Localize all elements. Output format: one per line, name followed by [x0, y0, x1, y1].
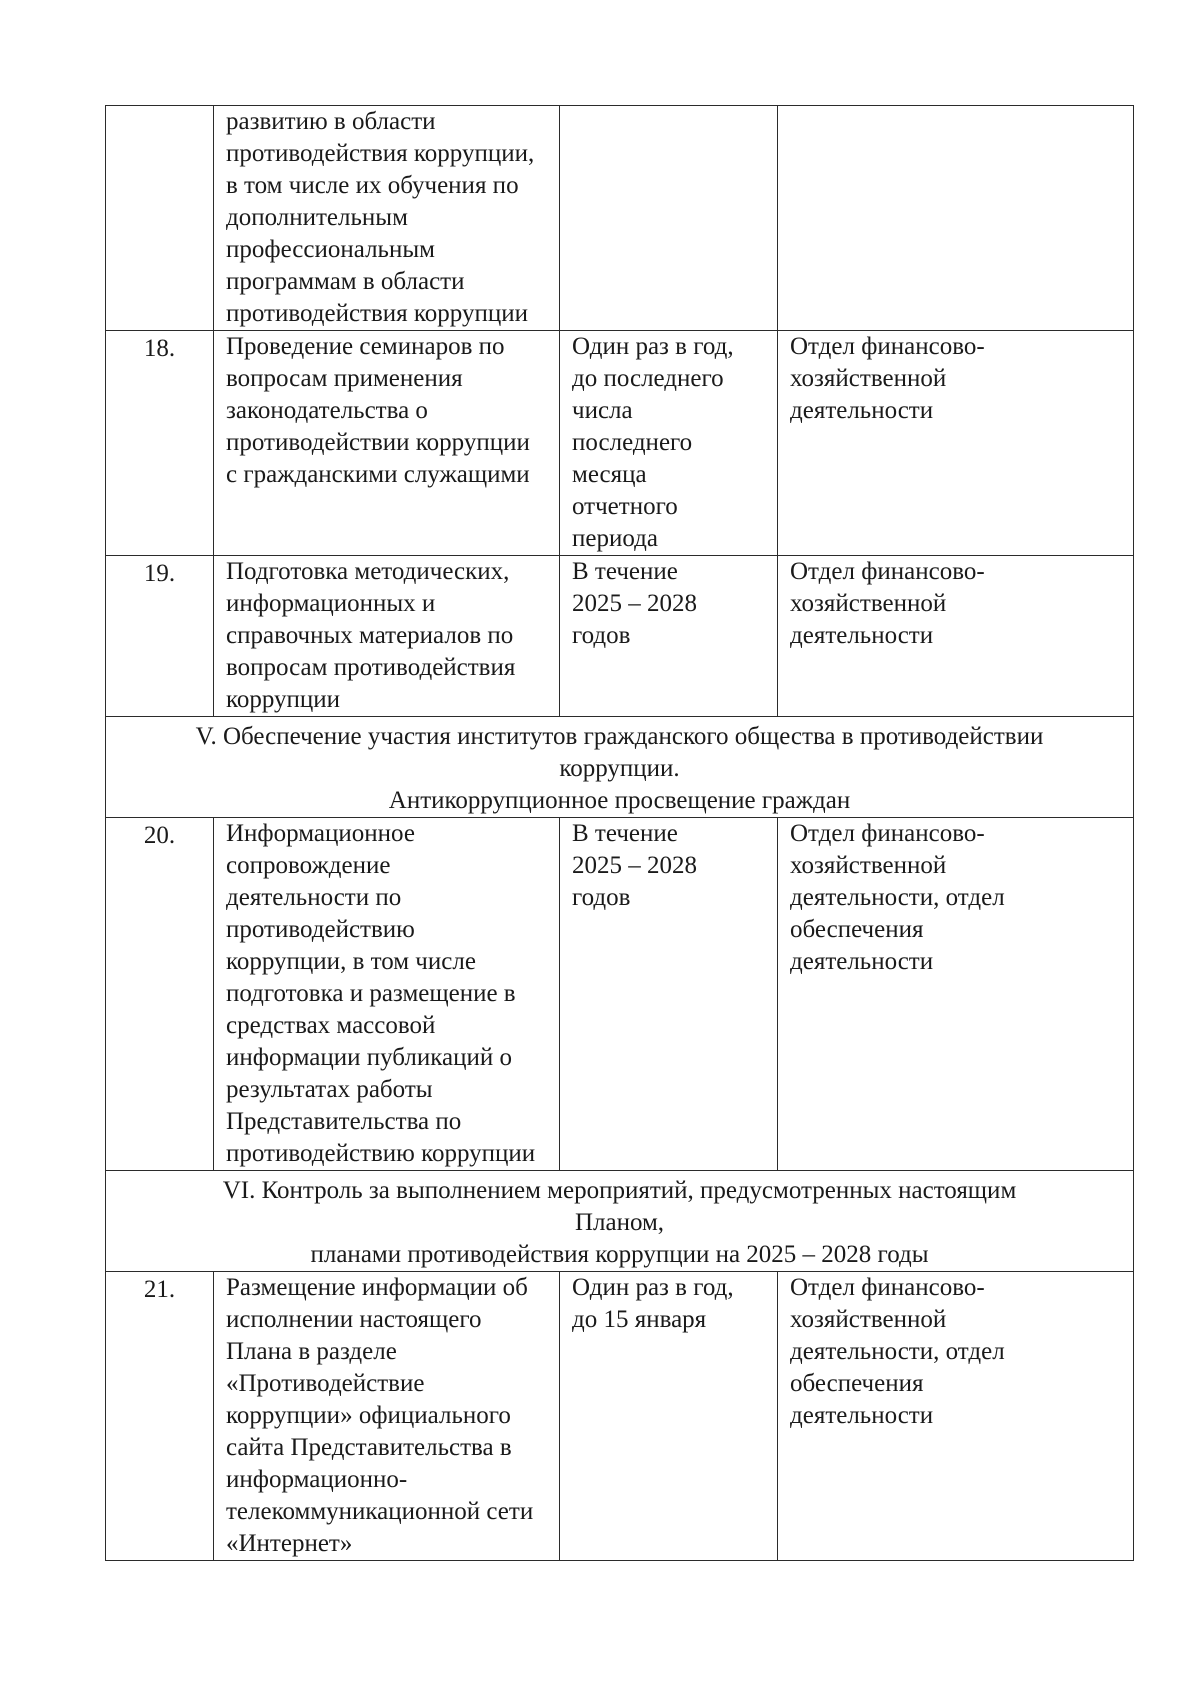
deadline-cell: [560, 106, 778, 331]
responsible-cell: [778, 1272, 1134, 1561]
deadline-text: В течение 2025 – 2028 годов: [572, 558, 697, 649]
row-number-cell: [106, 106, 214, 331]
deadline-cell: [560, 556, 778, 717]
activity-cell: [214, 1272, 560, 1561]
table-row-21: [106, 1272, 1134, 1561]
row-number: 20.: [143, 822, 176, 849]
section-title-line: Планом,: [574, 1209, 665, 1236]
responsible-text: Отдел финансово- хозяйственной деятельности: [790, 333, 985, 424]
activity-text: Проведение семинаров по вопросам применения законодательства о противодействии коррупции с гражданскими служащими: [226, 333, 530, 488]
activity-cell: [214, 106, 560, 331]
responsible-cell: [778, 818, 1134, 1171]
table-row-20: [106, 818, 1134, 1171]
section-title-line: Антикоррупционное просвещение граждан: [388, 787, 851, 814]
deadline-text: Один раз в год, до 15 января: [572, 1274, 734, 1333]
activity-text: Подготовка методических, информационных и справочных материалов по вопросам противодействия коррупции: [226, 558, 516, 713]
row-number: 19.: [143, 560, 176, 587]
row-number: 21.: [143, 1276, 176, 1303]
activity-text: Информационное сопровождение деятельности по противодействию коррупции, в том числе подготовка и размещение в средствах массовой информации публикаций о результатах работы Представительства по противодействию коррупции: [226, 820, 536, 1167]
table-row-19: [106, 556, 1134, 717]
deadline-cell: [560, 331, 778, 556]
responsible-text: Отдел финансово- хозяйственной деятельности: [790, 558, 985, 649]
activity-cell: [214, 818, 560, 1171]
row-number-cell: [106, 556, 214, 717]
row-number: 18.: [143, 335, 176, 362]
section-title-line: планами противодействия коррупции на 2025 – 2028 годы: [310, 1241, 929, 1268]
activity-text: развитию в области противодействия коррупции, в том числе их обучения по дополнительным профессиональным программам в области противодействия коррупции: [226, 108, 535, 327]
responsible-text: Отдел финансово- хозяйственной деятельности, отдел обеспечения деятельности: [790, 820, 1005, 975]
activity-text: Размещение информации об исполнении настоящего Плана в разделе «Противодействие коррупции» официального сайта Представительства в информационно- телекоммуникационной сети «Интернет»: [226, 1274, 534, 1557]
row-number-cell: [106, 1272, 214, 1561]
responsible-text: Отдел финансово- хозяйственной деятельности, отдел обеспечения деятельности: [790, 1274, 1005, 1429]
responsible-cell: [778, 331, 1134, 556]
row-number-cell: [106, 331, 214, 556]
anticorruption-plan-table: [105, 105, 1134, 1561]
responsible-cell: [778, 556, 1134, 717]
table-row-continued: [106, 106, 1134, 331]
section-title-line: V. Обеспечение участия институтов гражданского общества в противодействии: [195, 723, 1044, 750]
deadline-cell: [560, 1272, 778, 1561]
responsible-cell: [778, 106, 1134, 331]
section-title-cell: [106, 1171, 1134, 1272]
activity-cell: [214, 556, 560, 717]
deadline-cell: [560, 818, 778, 1171]
activity-cell: [214, 331, 560, 556]
deadline-text: В течение 2025 – 2028 годов: [572, 820, 697, 911]
section-title-cell: [106, 717, 1134, 818]
section-title-line: коррупции.: [559, 755, 680, 782]
section-header-vi: [106, 1171, 1134, 1272]
table-row-18: [106, 331, 1134, 556]
section-title-line: VI. Контроль за выполнением мероприятий, предусмотренных настоящим: [222, 1177, 1017, 1204]
deadline-text: Один раз в год, до последнего числа последнего месяца отчетного периода: [572, 333, 734, 552]
section-header-v: [106, 717, 1134, 818]
row-number-cell: [106, 818, 214, 1171]
